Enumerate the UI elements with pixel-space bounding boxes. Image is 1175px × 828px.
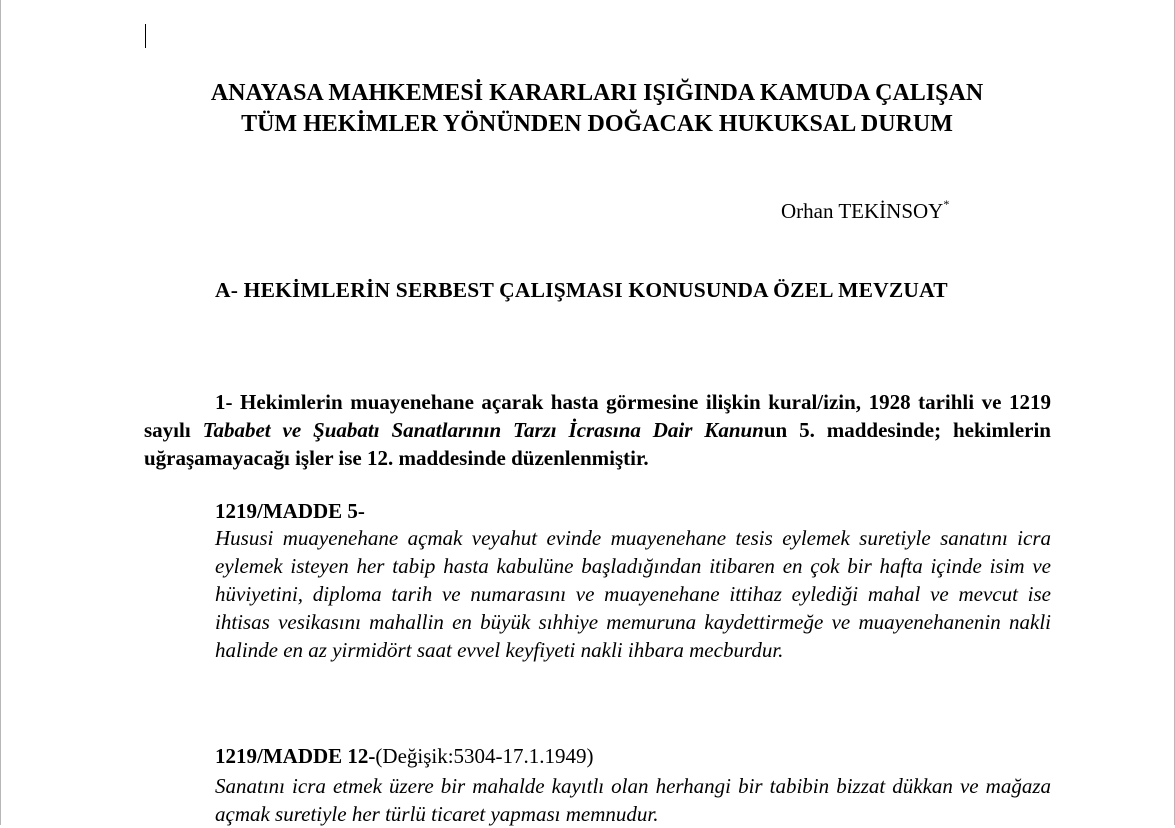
title-line-1: ANAYASA MAHKEMESİ KARARLARI IŞIĞINDA KAMUDA ÇALIŞAN [210,80,984,106]
madde-5-heading [215,497,365,525]
madde-12-heading-bold: 1219/MADDE 12- [215,744,376,768]
madde-12-heading [215,742,594,770]
madde-12-body: Sanatını icra etmek üzere bir mahalde kayıtlı olan herhangi bir tabibin bizzat dükkan ve mağaza açmak suretiyle her türlü ticaret yapması memnudur. [215,774,1051,826]
madde-12-heading-amendment: (Değişik:5304-17.1.1949) [375,744,594,768]
law-title: Tababet ve Şuabatı Sanatlarının Tarzı İcrasına Dair Kanun [202,418,764,442]
madde-5-body: Hususi muayenehane açmak veyahut evinde muayenehane tesis eylemek suretiyle sanatını icra eylemek isteyen her tabip hasta kabulüne başladığından itibaren en çok bir hafta içinde isim ve hüviyetini, diploma tarih ve numarasını ve muayenehane ittihaz eylediği mahal ve mevcut ise ihtisas vesikasını mahallin en büyük sıhhiye memuruna kaydettirmeğe ve muayenehanenin nakli halinde en az yirmidört saat evvel keyfiyeti nakli ihbara mecburdur. [215,526,1051,662]
paragraph-1 [144,388,1051,472]
author-text: Orhan TEKİNSOY [781,199,944,223]
paragraph-1-part-2: un 5. maddesinde; hekimlerin uğraşamayacağı işler ise 12. maddesinde düzenlenmiştir. [144,418,1051,470]
madde-5-heading-text: 1219/MADDE 5- [215,499,365,523]
paragraph-1-part-1: 1- Hekimlerin muayenehane açarak hasta görmesine ilişkin kural/izin, 1928 tarihli ve 1219 sayılı [144,390,1051,442]
title-line-2: TÜM HEKİMLER YÖNÜNDEN DOĞACAK HUKUKSAL DURUM [241,111,953,137]
text-cursor [145,24,146,48]
author-name [781,192,949,225]
document-title [141,78,1053,140]
footnote-mark[interactable]: * [943,197,950,211]
section-heading: A- HEKİMLERİN SERBEST ÇALIŞMASI KONUSUNDA ÖZEL MEVZUAT [215,278,948,302]
